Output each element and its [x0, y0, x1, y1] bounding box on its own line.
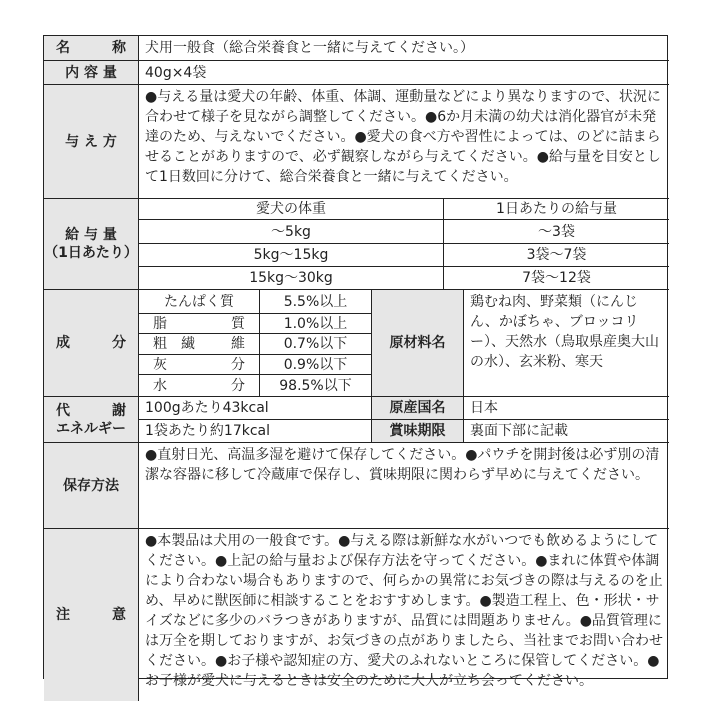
caution-label-a: 注 — [56, 607, 70, 623]
feeding-amount-label-2: （1日あたり） — [44, 245, 138, 261]
weight-cell: 〜5kg — [139, 220, 444, 244]
component-value: 98.5%以下 — [260, 375, 372, 397]
energy-label — [44, 397, 139, 443]
weight-cell: 5kg〜15kg — [139, 244, 444, 267]
weight-cell: 15kg〜30kg — [139, 267, 444, 290]
product-info-table — [43, 35, 668, 689]
component-value: 0.9%以下 — [260, 355, 372, 375]
component-name-a: 脂 — [153, 315, 167, 332]
expiry-label: 賞味期限 — [372, 420, 464, 443]
name-label-a: 名 — [56, 40, 70, 56]
contents-label: 内 容 量 — [44, 61, 139, 85]
components-label-b: 分 — [112, 335, 126, 351]
feeding-label: 与 え 方 — [44, 85, 139, 199]
energy-per-100g: 100gあたり43kcal — [139, 397, 372, 420]
energy-label-b: 謝 — [112, 402, 126, 419]
weight-header: 愛犬の体重 — [139, 199, 444, 220]
component-name — [139, 375, 260, 397]
component-name-b: 分 — [231, 377, 245, 394]
name-label-b: 称 — [112, 40, 126, 56]
component-name-b: 維 — [231, 336, 245, 352]
component-name — [139, 334, 260, 355]
component-value: 0.7%以下 — [260, 334, 372, 355]
origin-value: 日本 — [464, 397, 669, 420]
storage-text: ●直射日光、高温多湿を避けて保存してください。●パウチを開封後は必ず別の清潔な容器に移して冷蔵庫で保存し、賞味期限に関わらず早めに与えてください。 — [139, 443, 669, 529]
feeding-text: ●与える量は愛犬の年齢、体重、体調、運動量などにより異なりますので、状況に合わせて様子を見ながら調整してください。●6か月未満の幼犬は消化器官が未発達のため、与えないでください。●愛犬の食べ方や習性によっては、のどに詰まらせることがありますので、必ず観察しながら与えてください。●給与量を目安として1日数回に分けて、総合栄養食と一緒に与えてください。 — [139, 85, 669, 199]
caution-text: ●本製品は犬用の一般食です。●与える際は新鮮な水がいつでも飲めるようにしてください。●上記の給与量および保存方法を守ってください。●まれに体質や体調により合わない場合もありますので、何らかの異常にお気づきの際は与えるのを止め、早めに獣医師に相談することをおすすめします。●製造工程上、色・形状・サイズなどに多少のバラつきがありますが、品質には問題ありません。●品質管理には万全を期しておりますが、お気づきの点がありましたら、当社までお問い合わせください。●お子様や認知症の方、愛犬のふれないところに保管してください。●お子様が愛犬に与えるときは安全のために大人が立ち会ってください。 — [145, 533, 663, 689]
name-value: 犬用一般食（総合栄養食と一緒に与えてください。） — [139, 36, 669, 61]
component-value: 1.0%以上 — [260, 314, 372, 334]
energy-label-line1 — [44, 402, 138, 420]
amount-cell: 〜3袋 — [444, 220, 669, 244]
components-label-a: 成 — [56, 335, 70, 351]
storage-label: 保存方法 — [44, 443, 139, 529]
feeding-amount-label — [44, 199, 139, 290]
component-name-b: 分 — [231, 356, 245, 373]
component-name-a: 粗 繊 — [153, 336, 195, 352]
name-label — [44, 36, 139, 61]
component-name: たんぱく質 — [139, 290, 260, 314]
components-label — [44, 290, 139, 397]
energy-per-bag: 1袋あたり約17kcal — [139, 420, 372, 443]
ingredients-text: 鶏むね肉、野菜類（にんじん、かぼちゃ、ブロッコリー）、天然水（鳥取県産奥大山の水）、玄米粉、寒天 — [464, 290, 669, 397]
expiry-value: 裏面下部に記載 — [464, 420, 669, 443]
origin-label: 原産国名 — [372, 397, 464, 420]
energy-label-2: エネルギー — [56, 420, 126, 437]
energy-label-a: 代 — [56, 402, 70, 419]
feeding-amount-label-1: 給 与 量 — [65, 227, 117, 243]
caution-label-b: 意 — [112, 607, 126, 623]
component-name-b: 質 — [231, 315, 245, 332]
ingredients-label: 原材料名 — [372, 290, 464, 397]
component-name-a: 灰 — [153, 356, 167, 373]
contents-value: 40g×4袋 — [139, 61, 669, 85]
component-name-a: 水 — [153, 377, 167, 394]
amount-cell: 3袋〜7袋 — [444, 244, 669, 267]
component-name — [139, 355, 260, 375]
component-name — [139, 314, 260, 334]
amount-header: 1日あたりの給与量 — [444, 199, 669, 220]
component-value: 5.5%以上 — [260, 290, 372, 314]
amount-cell: 7袋〜12袋 — [444, 267, 669, 290]
caution-label — [44, 529, 139, 701]
